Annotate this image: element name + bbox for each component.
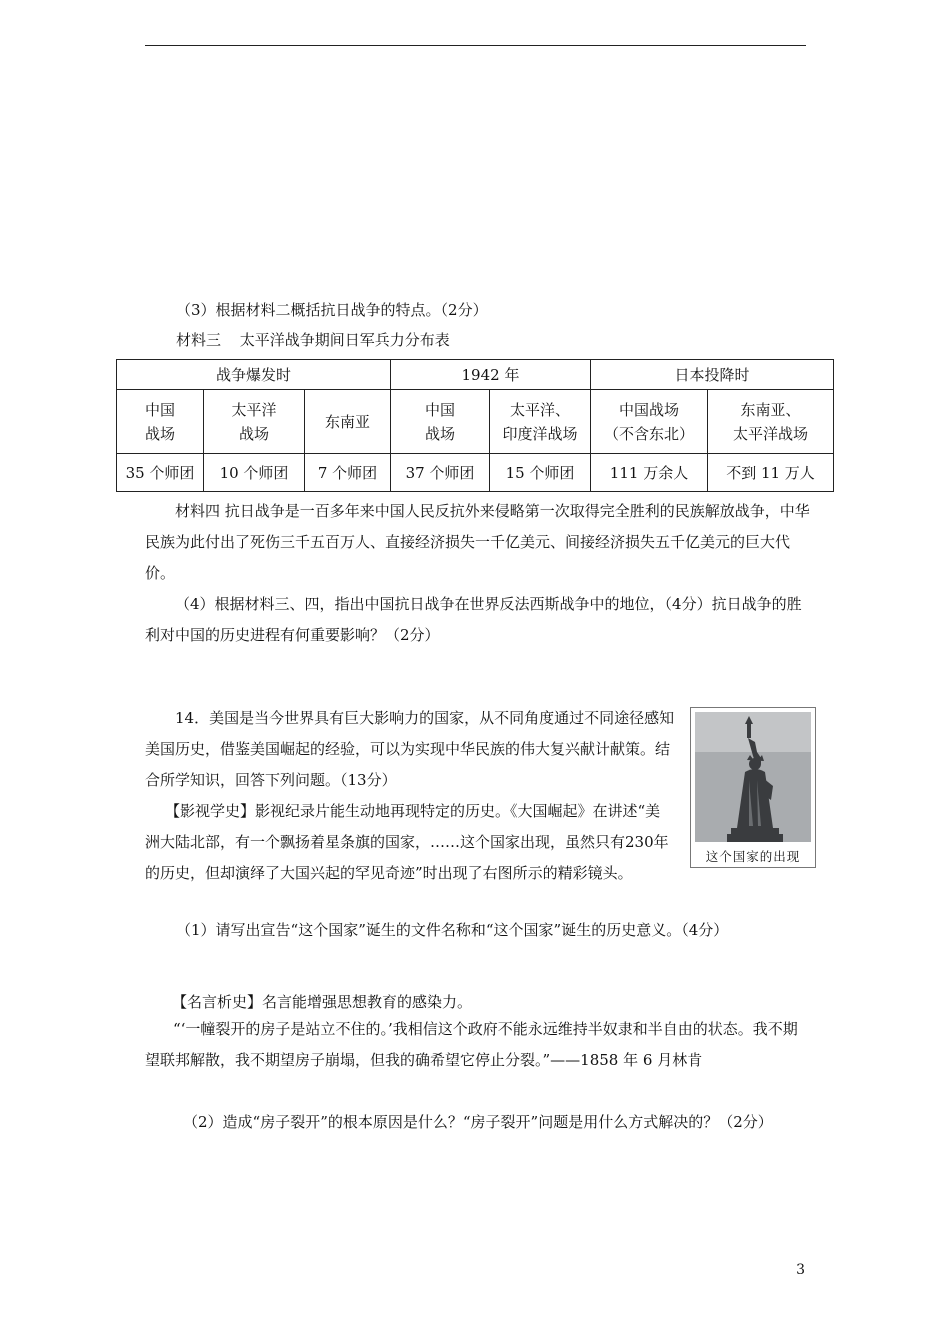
question-3: （3）根据材料二概括抗日战争的特点。（2分）	[176, 301, 488, 319]
question-14-2: （2）造成“房子裂开”的根本原因是什么？“房子裂开”问题是用什么方式解决的？（2分）	[183, 1113, 773, 1131]
value-cell: 10 个师团	[204, 454, 305, 492]
quote-heading: 【名言析史】名言能增强思想教育的感染力。	[172, 993, 473, 1011]
figure-caption: 这个国家的出现	[705, 849, 801, 864]
header-rule	[145, 45, 806, 46]
value-cell: 111 万余人	[591, 454, 708, 492]
subheader-cell: 太平洋、 印度洋战场	[490, 390, 591, 454]
group-header: 战争爆发时	[117, 360, 391, 390]
statue-of-liberty-figure	[690, 707, 816, 868]
value-cell: 35 个师团	[117, 454, 204, 492]
table-row	[117, 454, 834, 492]
question-14-intro: 14．美国是当今世界具有巨大影响力的国家，从不同角度通过不同途径感知美国历史，借鉴美国崛起的经验，可以为实现中华民族的伟大复兴献计献策。结合所学知识，回答下列问题。（13分）	[145, 709, 675, 789]
question-14-1: （1）请写出宣告“这个国家”诞生的文件名称和“这个国家”诞生的历史意义。（4分）	[176, 921, 729, 939]
subheader-cell: 中国 战场	[117, 390, 204, 454]
subheader-cell: 中国战场 （不含东北）	[591, 390, 708, 454]
group-header: 日本投降时	[591, 360, 834, 390]
lincoln-quote: “‘一幢裂开的房子是站立不住的。’我相信这个政府不能永远维持半奴隶和半自由的状态。我不期望联邦解散，我不期望房子崩塌，但我的确希望它停止分裂。”——1858 年 6 月林肯	[145, 1020, 798, 1069]
table-header-row	[117, 360, 834, 390]
value-cell: 15 个师团	[490, 454, 591, 492]
statue-of-liberty-image	[691, 708, 815, 867]
subheader-cell: 东南亚、 太平洋战场	[708, 390, 834, 454]
troop-distribution-table	[116, 359, 834, 492]
page-number: 3	[796, 1262, 805, 1278]
subheader-cell: 东南亚	[305, 390, 391, 454]
table-subheader-row	[117, 390, 834, 454]
value-cell: 37 个师团	[391, 454, 490, 492]
subheader-cell: 中国 战场	[391, 390, 490, 454]
value-cell: 7 个师团	[305, 454, 391, 492]
value-cell: 不到 11 万人	[708, 454, 834, 492]
material-4: 材料四 抗日战争是一百多年来中国人民反抗外来侵略第一次取得完全胜利的民族解放战争，中华民族为此付出了死伤三千五百万人、直接经济损失一千亿美元、间接经济损失五千亿美元的巨大代价。	[145, 502, 810, 582]
material-3-title: 材料三 太平洋战争期间日军兵力分布表	[176, 331, 450, 349]
film-section: 【影视学史】影视纪录片能生动地再现特定的历史。《大国崛起》在讲述“美洲大陆北部，有一个飘扬着星条旗的国家，……这个国家出现，虽然只有230年的历史，但却演绎了大国兴起的罕见奇迹”时出现了右图所示的精彩镜头。	[145, 802, 669, 882]
subheader-cell: 太平洋 战场	[204, 390, 305, 454]
question-4: （4）根据材料三、四，指出中国抗日战争在世界反法西斯战争中的地位，（4分）抗日战争的胜利对中国的历史进程有何重要影响？（2分）	[145, 595, 802, 644]
group-header: 1942 年	[391, 360, 591, 390]
